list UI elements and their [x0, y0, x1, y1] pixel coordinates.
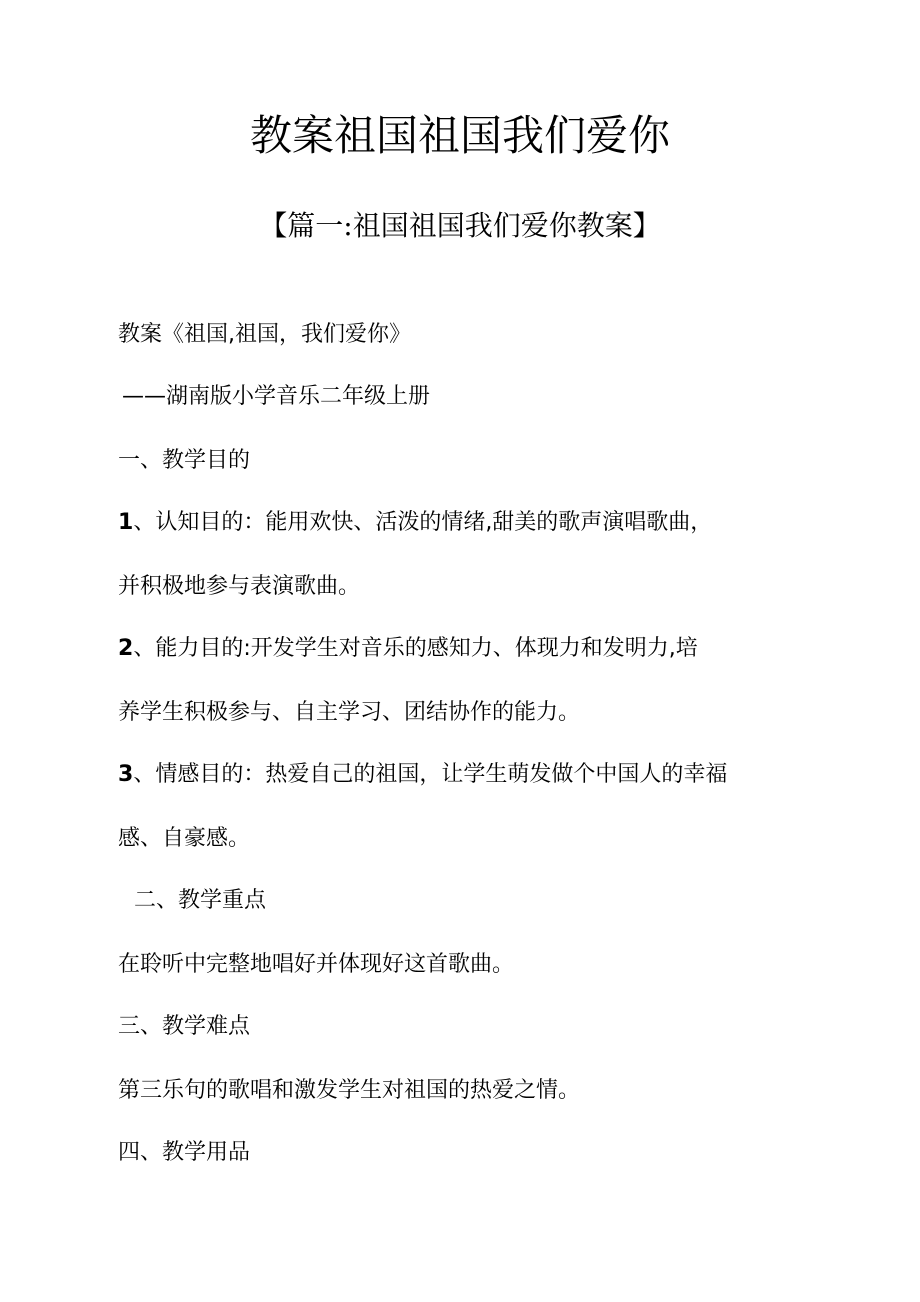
paragraph-objective-2 — [118, 632, 698, 666]
paragraph-text: 在聆听中完整地唱好并体现好这首歌曲。 — [118, 952, 515, 977]
paragraph-text: 、情感目的：热爱自己的祖国，让学生萌发做个中国人的幸福 — [133, 762, 728, 787]
document-title: 教案祖国祖国我们爱你 — [249, 111, 670, 160]
paragraph-text: 二、教学重点 — [134, 888, 267, 913]
paragraph-objective-3-cont — [118, 822, 250, 856]
paragraph-difficulties — [118, 1074, 580, 1108]
section-heading-objectives — [118, 444, 250, 478]
section-heading-difficulties — [118, 1010, 250, 1044]
paragraph-text: 四、教学用品 — [118, 1140, 251, 1165]
paragraph-text: 一、教学目的 — [118, 448, 251, 473]
paragraph-text: 养学生积极参与、自主学习、团结协作的能力。 — [118, 700, 581, 725]
paragraph-objective-1 — [118, 506, 712, 540]
paragraph-key-points — [118, 948, 514, 982]
paragraph-text: 三、教学难点 — [118, 1014, 251, 1039]
item-number: 1 — [118, 510, 134, 535]
paragraph-objective-1-cont — [118, 570, 360, 604]
section-heading-materials — [118, 1136, 250, 1170]
paragraph-text: 、认知目的：能用欢快、活泼的情绪,甜美的歌声演唱歌曲， — [133, 510, 713, 535]
item-number: 3 — [118, 762, 134, 787]
paragraph-text: ——湖南版小学音乐二年级上册 — [122, 384, 431, 409]
item-number: 2 — [118, 636, 134, 661]
paragraph-text: 教案《祖国,祖国，我们爱你》 — [118, 322, 411, 347]
paragraph-lesson-title — [118, 318, 411, 352]
paragraph-text: 感、自豪感。 — [118, 826, 251, 851]
paragraph-objective-3 — [118, 758, 727, 792]
paragraph-textbook-source — [122, 380, 430, 414]
paragraph-text: 第三乐句的歌唱和激发学生对祖国的热爱之情。 — [118, 1078, 581, 1103]
paragraph-text: 并积极地参与表演歌曲。 — [118, 574, 361, 599]
section-heading-key-points — [134, 884, 266, 918]
paragraph-text: 、能力目的:开发学生对音乐的感知力、体现力和发明力,培 — [133, 636, 698, 661]
document-subtitle: 【篇一:祖国祖国我们爱你教案】 — [259, 209, 661, 242]
paragraph-objective-2-cont — [118, 696, 580, 730]
